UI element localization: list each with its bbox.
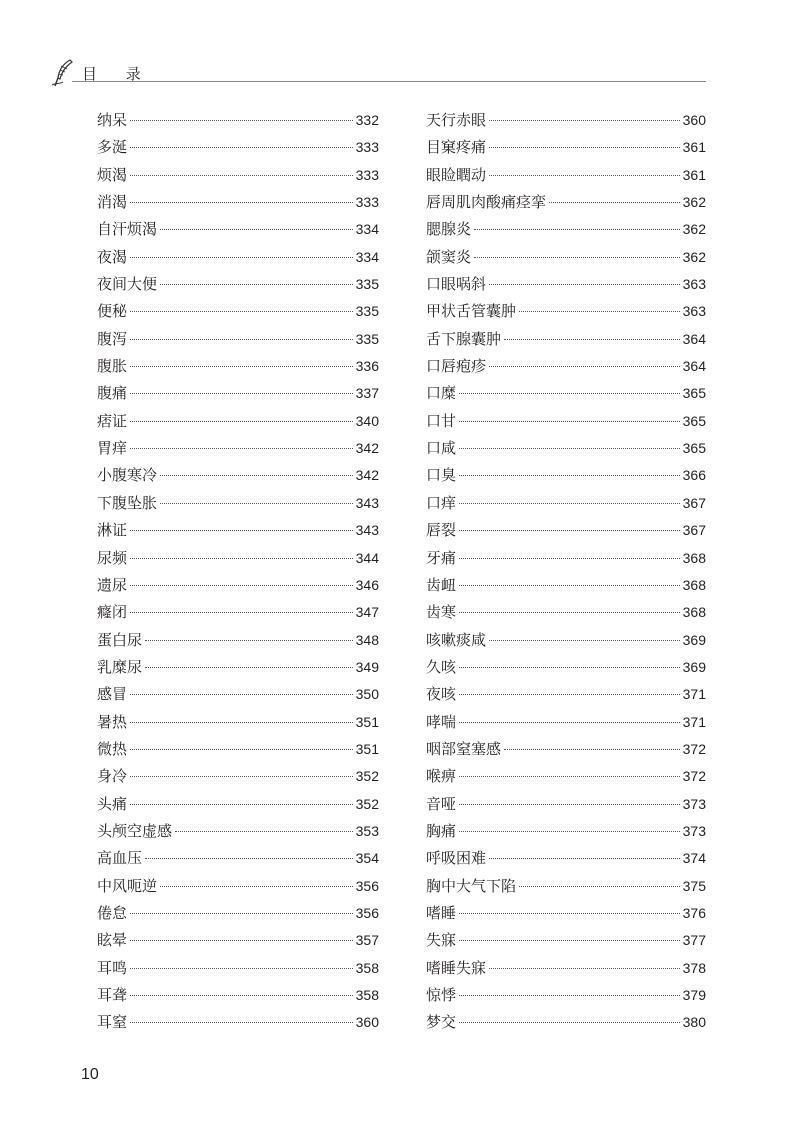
toc-entry [426, 244, 706, 271]
entry-page-number: 369 [682, 631, 706, 648]
entry-title: 唇周肌肉酸痛痉挛 [426, 193, 547, 212]
dot-leader [459, 722, 680, 723]
entry-title: 腹泻 [97, 329, 128, 348]
entry-title: 齿衄 [426, 575, 457, 594]
entry-title: 感冒 [97, 685, 128, 704]
entry-title: 口甘 [426, 411, 457, 430]
dot-leader [489, 147, 680, 148]
toc-entry [97, 1009, 379, 1036]
running-header [50, 56, 706, 88]
entry-title: 耳窒 [97, 1013, 128, 1032]
dot-leader [130, 257, 353, 258]
entry-title: 头颅空虚感 [97, 821, 173, 840]
quill-pen-icon [50, 58, 76, 88]
entry-page-number: 362 [682, 221, 706, 238]
toc-entry [97, 599, 379, 626]
dot-leader [489, 640, 680, 641]
dot-leader [504, 749, 680, 750]
entry-title: 多涎 [97, 138, 128, 157]
dot-leader [130, 804, 353, 805]
entry-page-number: 350 [355, 686, 379, 703]
entry-title: 身冷 [97, 767, 128, 786]
entry-title: 咽部窒塞感 [426, 739, 502, 758]
dot-leader [130, 448, 353, 449]
entry-title: 甲状舌管囊肿 [426, 302, 517, 321]
toc-entry [97, 681, 379, 708]
toc-entry [97, 900, 379, 927]
dot-leader [130, 968, 353, 969]
toc-entry [426, 271, 706, 298]
entry-page-number: 335 [355, 276, 379, 293]
entry-page-number: 352 [355, 795, 379, 812]
toc-column-left [97, 107, 379, 1037]
dot-leader [130, 776, 353, 777]
toc-entry [97, 763, 379, 790]
entry-page-number: 333 [355, 166, 379, 183]
toc-entry [97, 517, 379, 544]
dot-leader [489, 120, 680, 121]
entry-title: 尿频 [97, 548, 128, 567]
entry-page-number: 373 [682, 795, 706, 812]
entry-page-number: 380 [682, 1014, 706, 1031]
entry-title: 痞证 [97, 411, 128, 430]
entry-title: 高血压 [97, 849, 143, 868]
entry-title: 腮腺炎 [426, 220, 472, 239]
entry-page-number: 334 [355, 248, 379, 265]
entry-title: 齿寒 [426, 603, 457, 622]
toc-entry [426, 107, 706, 134]
toc-entry [426, 955, 706, 982]
dot-leader [130, 585, 353, 586]
entry-page-number: 332 [355, 112, 379, 128]
dot-leader [459, 448, 680, 449]
entry-page-number: 360 [682, 112, 706, 128]
entry-page-number: 351 [355, 740, 379, 757]
toc-entry [97, 189, 379, 216]
entry-title: 梦交 [426, 1013, 457, 1032]
entry-page-number: 364 [682, 330, 706, 347]
dot-leader [474, 257, 680, 258]
entry-page-number: 340 [355, 412, 379, 429]
dot-leader [489, 284, 680, 285]
entry-title: 嗜睡失寐 [426, 958, 487, 977]
entry-title: 喉痹 [426, 767, 457, 786]
entry-title: 夜间大便 [97, 275, 158, 294]
dot-leader [130, 749, 353, 750]
dot-leader [504, 339, 680, 340]
toc-entry [97, 572, 379, 599]
entry-page-number: 376 [682, 904, 706, 921]
entry-title: 耳鸣 [97, 958, 128, 977]
toc-entry [426, 709, 706, 736]
entry-page-number: 335 [355, 303, 379, 320]
entry-page-number: 368 [682, 604, 706, 621]
toc-entry [97, 845, 379, 872]
entry-title: 咳嗽痰咸 [426, 630, 487, 649]
toc-entry [426, 736, 706, 763]
entry-page-number: 361 [682, 166, 706, 183]
toc-entry [97, 107, 379, 134]
entry-page-number: 358 [355, 959, 379, 976]
entry-title: 遗尿 [97, 575, 128, 594]
toc-entry [97, 435, 379, 462]
toc-entry [97, 818, 379, 845]
dot-leader [130, 558, 353, 559]
entry-title: 久咳 [426, 657, 457, 676]
entry-page-number: 333 [355, 194, 379, 211]
entry-page-number: 365 [682, 440, 706, 457]
entry-page-number: 356 [355, 877, 379, 894]
entry-page-number: 378 [682, 959, 706, 976]
entry-title: 夜渴 [97, 247, 128, 266]
entry-page-number: 362 [682, 194, 706, 211]
entry-title: 惊悸 [426, 986, 457, 1004]
entry-title: 呼吸困难 [426, 849, 487, 868]
entry-title: 口糜 [426, 384, 457, 403]
entry-page-number: 363 [682, 303, 706, 320]
toc-entry [97, 162, 379, 189]
toc-entry [426, 216, 706, 243]
dot-leader [519, 886, 680, 887]
dot-leader [459, 503, 680, 504]
entry-title: 音哑 [426, 794, 457, 813]
dot-leader [489, 968, 680, 969]
dot-leader [130, 175, 353, 176]
dot-leader [130, 421, 353, 422]
entry-title: 腹胀 [97, 357, 128, 376]
toc-entry [97, 627, 379, 654]
entry-page-number: 368 [682, 549, 706, 566]
dot-leader [459, 667, 680, 668]
entry-page-number: 373 [682, 822, 706, 839]
entry-page-number: 336 [355, 358, 379, 375]
entry-page-number: 343 [355, 522, 379, 539]
toc-entry [97, 955, 379, 982]
entry-page-number: 377 [682, 932, 706, 949]
toc-entry [426, 873, 706, 900]
entry-page-number: 362 [682, 248, 706, 265]
toc-entry [97, 216, 379, 243]
dot-leader [145, 667, 353, 668]
toc-entry [426, 189, 706, 216]
entry-page-number: 334 [355, 221, 379, 238]
entry-page-number: 371 [682, 713, 706, 730]
toc-entry [97, 326, 379, 353]
toc-entry [426, 681, 706, 708]
dot-leader [459, 940, 680, 941]
toc-entry [426, 627, 706, 654]
page-number: 10 [81, 1066, 99, 1083]
dot-leader [459, 1022, 680, 1023]
dot-leader [160, 284, 353, 285]
toc-entry [97, 408, 379, 435]
dot-leader [459, 913, 680, 914]
dot-leader [130, 366, 353, 367]
entry-page-number: 361 [682, 139, 706, 156]
entry-title: 淋证 [97, 521, 128, 540]
entry-page-number: 351 [355, 713, 379, 730]
toc-entry [97, 462, 379, 489]
dot-leader [130, 147, 353, 148]
entry-title: 腹痛 [97, 384, 128, 403]
toc-entry [97, 927, 379, 954]
toc-entry [426, 298, 706, 325]
dot-leader [489, 175, 680, 176]
toc-entry [426, 791, 706, 818]
toc-entry [426, 326, 706, 353]
toc-entry [426, 517, 706, 544]
entry-page-number: 366 [682, 467, 706, 484]
entry-title: 目窠疼痛 [426, 138, 487, 157]
entry-title: 哮喘 [426, 712, 457, 731]
entry-title: 下腹坠胀 [97, 493, 158, 512]
toc-entry [97, 982, 379, 1009]
entry-title: 口咸 [426, 439, 457, 458]
entry-page-number: 356 [355, 904, 379, 921]
toc-entry [426, 982, 706, 1009]
toc-entry [426, 900, 706, 927]
dot-leader [459, 585, 680, 586]
toc-entry [426, 1009, 706, 1036]
dot-leader [489, 858, 680, 859]
entry-title: 耳聋 [97, 986, 128, 1004]
entry-title: 微热 [97, 739, 128, 758]
dot-leader [160, 475, 353, 476]
entry-page-number: 337 [355, 385, 379, 402]
toc-entry [426, 654, 706, 681]
toc-entry [97, 134, 379, 161]
toc-entry [426, 435, 706, 462]
entry-page-number: 365 [682, 385, 706, 402]
dot-leader [459, 694, 680, 695]
dot-leader [519, 311, 680, 312]
toc-entry [97, 709, 379, 736]
entry-page-number: 358 [355, 987, 379, 1003]
toc-entry [97, 873, 379, 900]
toc-entry [426, 490, 706, 517]
entry-title: 癃闭 [97, 603, 128, 622]
entry-title: 中风呃逆 [97, 876, 158, 895]
header-title: 目 录 [82, 65, 153, 83]
dot-leader [130, 530, 353, 531]
dot-leader [160, 503, 353, 504]
dot-leader [130, 940, 353, 941]
entry-page-number: 349 [355, 658, 379, 675]
dot-leader [459, 831, 680, 832]
entry-page-number: 363 [682, 276, 706, 293]
entry-title: 口臭 [426, 466, 457, 485]
dot-leader [130, 694, 353, 695]
toc-entry [97, 353, 379, 380]
entry-title: 眼睑瞤动 [426, 165, 487, 184]
entry-page-number: 360 [355, 1014, 379, 1031]
entry-page-number: 335 [355, 330, 379, 347]
entry-page-number: 365 [682, 412, 706, 429]
entry-title: 嗜睡 [426, 903, 457, 922]
dot-leader [459, 393, 680, 394]
entry-title: 眩晕 [97, 931, 128, 950]
entry-title: 蛋白尿 [97, 630, 143, 649]
entry-title: 倦怠 [97, 903, 128, 922]
entry-page-number: 372 [682, 740, 706, 757]
entry-page-number: 364 [682, 358, 706, 375]
dot-leader [130, 995, 353, 996]
toc-entry [426, 599, 706, 626]
entry-page-number: 371 [682, 686, 706, 703]
entry-page-number: 379 [682, 987, 706, 1003]
toc-entry [426, 572, 706, 599]
dot-leader [160, 886, 353, 887]
dot-leader [459, 804, 680, 805]
entry-title: 牙痛 [426, 548, 457, 567]
entry-page-number: 348 [355, 631, 379, 648]
entry-title: 天行赤眼 [426, 111, 487, 129]
toc-entry [426, 380, 706, 407]
toc-entry [426, 134, 706, 161]
entry-page-number: 367 [682, 522, 706, 539]
dot-leader [459, 475, 680, 476]
entry-page-number: 374 [682, 850, 706, 867]
entry-title: 头痛 [97, 794, 128, 813]
dot-leader [130, 311, 353, 312]
toc-entry [97, 654, 379, 681]
entry-page-number: 369 [682, 658, 706, 675]
dot-leader [130, 612, 353, 613]
dot-leader [459, 421, 680, 422]
entry-page-number: 343 [355, 494, 379, 511]
entry-title: 舌下腺囊肿 [426, 329, 502, 348]
entry-title: 自汗烦渴 [97, 220, 158, 239]
entry-page-number: 342 [355, 440, 379, 457]
entry-title: 唇裂 [426, 521, 457, 540]
entry-page-number: 346 [355, 576, 379, 593]
toc-entry [426, 408, 706, 435]
toc-column-right [426, 107, 706, 1037]
dot-leader [130, 120, 353, 121]
dot-leader [130, 339, 353, 340]
toc-entry [426, 845, 706, 872]
dot-leader [459, 995, 680, 996]
entry-title: 口痒 [426, 493, 457, 512]
dot-leader [459, 776, 680, 777]
dot-leader [474, 229, 680, 230]
toc-entry [426, 353, 706, 380]
toc-entry [97, 298, 379, 325]
entry-title: 胸痛 [426, 821, 457, 840]
dot-leader [130, 202, 353, 203]
toc-entry [97, 271, 379, 298]
toc-entry [426, 162, 706, 189]
entry-page-number: 357 [355, 932, 379, 949]
dot-leader [459, 558, 680, 559]
dot-leader [459, 612, 680, 613]
entry-page-number: 344 [355, 549, 379, 566]
entry-page-number: 342 [355, 467, 379, 484]
entry-title: 消渴 [97, 193, 128, 212]
toc-entry [426, 763, 706, 790]
header-rule [72, 81, 706, 82]
dot-leader [145, 858, 353, 859]
toc-entry [97, 244, 379, 271]
toc-entry [97, 736, 379, 763]
toc-entry [97, 545, 379, 572]
toc-entry [97, 490, 379, 517]
entry-title: 口唇疱疹 [426, 357, 487, 376]
entry-page-number: 372 [682, 768, 706, 785]
entry-title: 烦渴 [97, 165, 128, 184]
toc-entry [97, 791, 379, 818]
entry-page-number: 367 [682, 494, 706, 511]
entry-title: 口眼㖞斜 [426, 275, 487, 294]
dot-leader [145, 640, 353, 641]
toc-entry [426, 545, 706, 572]
entry-title: 颌窦炎 [426, 247, 472, 266]
entry-title: 纳呆 [97, 111, 128, 129]
entry-title: 夜咳 [426, 685, 457, 704]
dot-leader [130, 1022, 353, 1023]
entry-page-number: 333 [355, 139, 379, 156]
entry-page-number: 347 [355, 604, 379, 621]
toc-entry [97, 380, 379, 407]
toc-entry [426, 462, 706, 489]
entry-page-number: 353 [355, 822, 379, 839]
entry-title: 失寐 [426, 931, 457, 950]
dot-leader [130, 722, 353, 723]
dot-leader [130, 393, 353, 394]
dot-leader [549, 202, 680, 203]
toc-entry [426, 818, 706, 845]
entry-title: 乳糜尿 [97, 657, 143, 676]
dot-leader [175, 831, 353, 832]
entry-title: 胃痒 [97, 439, 128, 458]
entry-title: 暑热 [97, 712, 128, 731]
entry-title: 胸中大气下陷 [426, 876, 517, 895]
entry-page-number: 368 [682, 576, 706, 593]
dot-leader [489, 366, 680, 367]
entry-page-number: 352 [355, 768, 379, 785]
toc-entry [426, 927, 706, 954]
entry-page-number: 354 [355, 850, 379, 867]
entry-title: 小腹寒冷 [97, 466, 158, 485]
dot-leader [459, 530, 680, 531]
entry-title: 便秘 [97, 302, 128, 321]
dot-leader [130, 913, 353, 914]
dot-leader [160, 229, 353, 230]
entry-page-number: 375 [682, 877, 706, 894]
